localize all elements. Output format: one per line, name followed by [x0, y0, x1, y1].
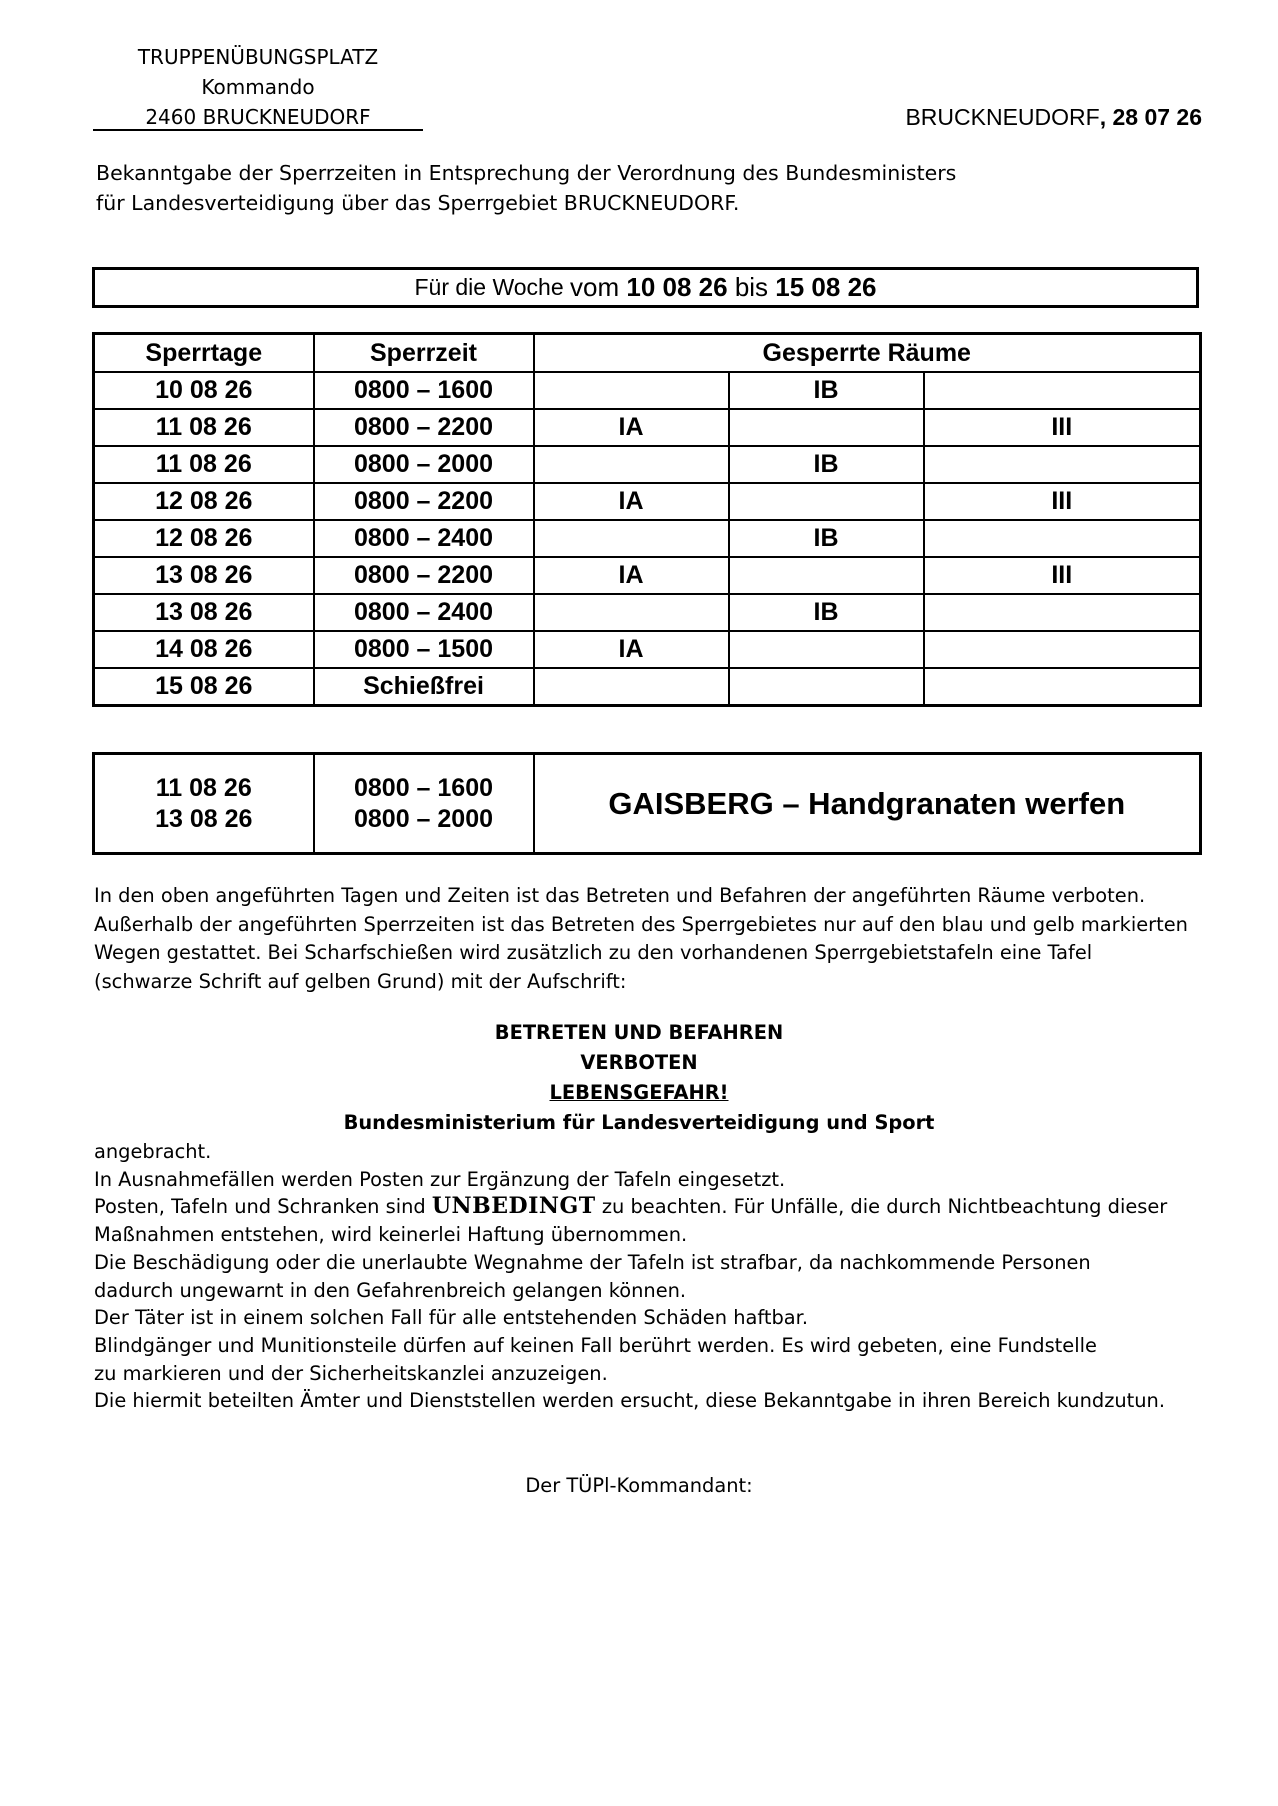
- closure-schedule-table: [92, 332, 1202, 707]
- table-row: [94, 483, 1201, 520]
- special-row: [94, 754, 1201, 854]
- area-ia-cell: IA: [534, 409, 729, 446]
- sign-line-1: BETRETEN UND BEFAHREN: [494, 1021, 784, 1044]
- notice-line: In den oben angeführten Tagen und Zeiten ist das Betreten und Befahren der angeführten Räume verboten.: [94, 884, 1146, 907]
- table-header-row: [94, 334, 1201, 373]
- special-days: [94, 754, 314, 854]
- sign-line-4: Bundesministerium für Landesverteidigung und Sport: [343, 1111, 935, 1134]
- special-day-2: 13 08 26: [155, 804, 253, 833]
- table-row: [94, 668, 1201, 706]
- header-time: Sperrzeit: [314, 334, 534, 373]
- schedule-time-cell: 0800 – 1500: [314, 631, 534, 668]
- week-from-date: 10 08 26: [626, 272, 728, 302]
- notice-line: Wegen gestattet. Bei Scharfschießen wird zusätzlich zu den vorhandenen Sperrgebietstafeln eine Tafel: [94, 941, 1093, 964]
- special-activity: GAISBERG – Handgranaten werfen: [534, 754, 1201, 854]
- area-iii-cell: [924, 668, 1201, 706]
- schedule-day-cell: 12 08 26: [94, 483, 314, 520]
- area-ia-cell: IA: [534, 483, 729, 520]
- notice-text-2: [94, 1138, 1244, 1415]
- sign-line-3: LEBENSGEFAHR!: [549, 1081, 729, 1104]
- area-ib-cell: [729, 631, 924, 668]
- area-iii-cell: III: [924, 483, 1201, 520]
- area-ia-cell: IA: [534, 631, 729, 668]
- area-ib-cell: [729, 409, 924, 446]
- sender-block: [93, 42, 423, 132]
- area-ib-cell: [729, 483, 924, 520]
- table-row: [94, 409, 1201, 446]
- schedule-time-cell: 0800 – 2400: [314, 520, 534, 557]
- table-row: [94, 594, 1201, 631]
- header-days: Sperrtage: [94, 334, 314, 373]
- area-iii-cell: [924, 594, 1201, 631]
- area-ia-cell: [534, 668, 729, 706]
- notice-line: Die Beschädigung oder die unerlaubte Wegnahme der Tafeln ist strafbar, da nachkommende Personen: [94, 1250, 1091, 1274]
- special-time-1: 0800 – 1600: [353, 773, 494, 802]
- area-ib-cell: IB: [729, 594, 924, 631]
- schedule-time-cell: 0800 – 2000: [314, 446, 534, 483]
- area-ia-cell: [534, 372, 729, 409]
- schedule-time-cell: Schießfrei: [314, 668, 534, 706]
- warning-sign-text: [0, 1018, 1278, 1138]
- week-to-date: 15 08 26: [775, 272, 877, 302]
- notice-line: Blindgänger und Munitionsteile dürfen auf keinen Fall berührt werden. Es wird gebeten, eine Fundstelle: [94, 1333, 1097, 1357]
- area-ib-cell: IB: [729, 372, 924, 409]
- schedule-day-cell: 13 08 26: [94, 594, 314, 631]
- table-row: [94, 446, 1201, 483]
- intro-line-2: für Landesverteidigung über das Sperrgebiet BRUCKNEUDORF.: [96, 191, 740, 215]
- notice-text-segment: Posten, Tafeln und Schranken sind: [94, 1195, 432, 1219]
- notice-line: In Ausnahmefällen werden Posten zur Ergänzung der Tafeln eingesetzt.: [94, 1167, 786, 1191]
- emphasis-unbedingt: UNBEDINGT: [431, 1193, 596, 1220]
- notice-line: Die hiermit beteilten Ämter und Dienststellen werden ersucht, diese Bekanntgabe in ihren Bereich kundzutun.: [94, 1389, 1166, 1413]
- schedule-day-cell: 11 08 26: [94, 409, 314, 446]
- week-heading: [92, 267, 1199, 308]
- table-row: [94, 520, 1201, 557]
- header-areas: Gesperrte Räume: [534, 334, 1201, 373]
- sign-line-2: VERBOTEN: [580, 1051, 698, 1074]
- schedule-day-cell: 15 08 26: [94, 668, 314, 706]
- notice-line: Außerhalb der angeführten Sperrzeiten ist das Betreten des Sperrgebietes nur auf den blau und gelb markierten: [94, 912, 1188, 936]
- area-iii-cell: [924, 372, 1201, 409]
- notice-line: Maßnahmen entstehen, wird keinerlei Haftung übernommen.: [94, 1223, 688, 1247]
- table-row: [94, 631, 1201, 668]
- table-row: [94, 372, 1201, 409]
- area-iii-cell: [924, 446, 1201, 483]
- sender-address: 2460 BRUCKNEUDORF: [145, 105, 371, 129]
- special-exercise-table: [92, 752, 1202, 855]
- sender-underline: [93, 129, 423, 131]
- area-iii-cell: III: [924, 557, 1201, 594]
- intro-line-1: Bekanntgabe der Sperrzeiten in Entsprechung der Verordnung des Bundesministers: [96, 161, 957, 185]
- notice-text-segment: zu beachten. Für Unfälle, die durch Nichtbeachtung dieser: [595, 1195, 1168, 1219]
- notice-line: dadurch ungewarnt in den Gefahrenbreich gelangen können.: [94, 1278, 687, 1302]
- notice-line: Der Täter ist in einem solchen Fall für alle entstehenden Schäden haftbar.: [94, 1306, 808, 1330]
- week-prefix: Für die Woche: [414, 274, 571, 300]
- date: , 28 07 26: [1099, 104, 1202, 130]
- notice-line: angebracht.: [94, 1140, 212, 1163]
- schedule-time-cell: 0800 – 2200: [314, 483, 534, 520]
- schedule-time-cell: 0800 – 2200: [314, 409, 534, 446]
- schedule-day-cell: 10 08 26: [94, 372, 314, 409]
- schedule-body: [94, 372, 1201, 706]
- area-ib-cell: [729, 668, 924, 706]
- special-day-1: 11 08 26: [155, 773, 252, 802]
- week-vom: vom: [570, 272, 627, 302]
- schedule-day-cell: 11 08 26: [94, 446, 314, 483]
- schedule-day-cell: 12 08 26: [94, 520, 314, 557]
- notice-text: [94, 882, 1214, 996]
- area-ib-cell: IB: [729, 446, 924, 483]
- notice-line: (schwarze Schrift auf gelben Grund) mit der Aufschrift:: [94, 969, 627, 993]
- place: BRUCKNEUDORF: [905, 104, 1100, 130]
- special-times: [314, 754, 534, 854]
- intro-text: [96, 158, 996, 218]
- notice-line: zu markieren und der Sicherheitskanzlei anzuzeigen.: [94, 1361, 608, 1385]
- area-ia-cell: [534, 594, 729, 631]
- schedule-time-cell: 0800 – 2200: [314, 557, 534, 594]
- notice-line: [94, 1193, 1244, 1221]
- table-row: [94, 557, 1201, 594]
- area-ia-cell: [534, 520, 729, 557]
- place-date: [905, 104, 1202, 131]
- schedule-time-cell: 0800 – 1600: [314, 372, 534, 409]
- special-time-2: 0800 – 2000: [353, 804, 494, 833]
- schedule-day-cell: 13 08 26: [94, 557, 314, 594]
- area-ia-cell: [534, 446, 729, 483]
- schedule-day-cell: 14 08 26: [94, 631, 314, 668]
- area-iii-cell: III: [924, 409, 1201, 446]
- area-ia-cell: IA: [534, 557, 729, 594]
- week-bis: bis: [727, 272, 776, 302]
- area-iii-cell: [924, 520, 1201, 557]
- area-iii-cell: [924, 631, 1201, 668]
- commander-signature-label: Der TÜPl-Kommandant:: [525, 1474, 753, 1497]
- sender-department: Kommando: [201, 75, 315, 99]
- area-ib-cell: IB: [729, 520, 924, 557]
- area-ib-cell: [729, 557, 924, 594]
- sender-unit: TRUPPENÜBUNGSPLATZ: [137, 45, 379, 69]
- schedule-time-cell: 0800 – 2400: [314, 594, 534, 631]
